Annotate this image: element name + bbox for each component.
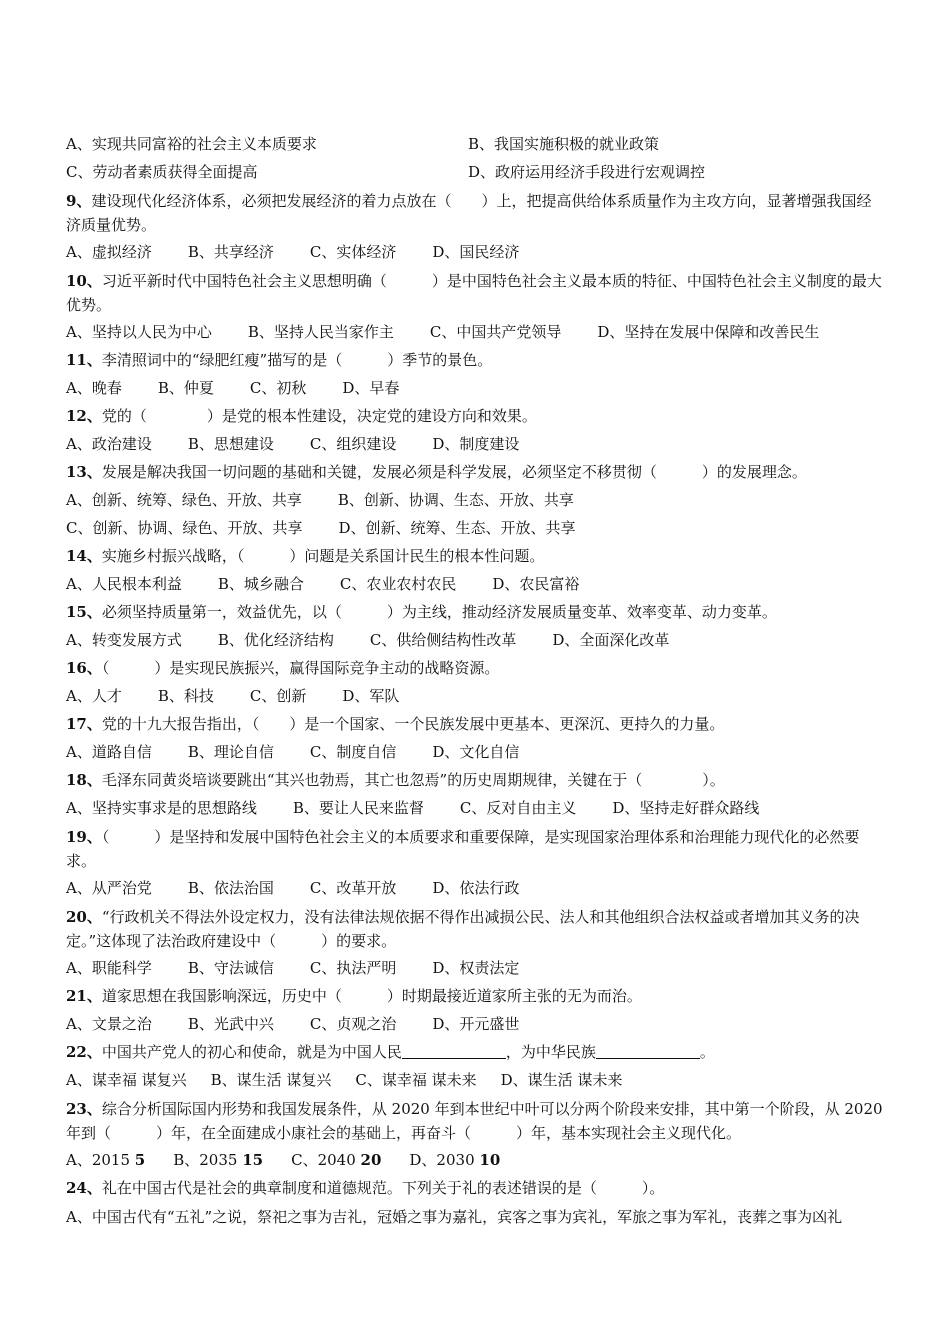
question-text: 发展是解决我国一切问题的基础和关键，发展必须是科学发展，必须坚定不移贯彻（ ）的发展理念。	[101, 463, 807, 481]
option-a-years: 5	[134, 1151, 146, 1169]
question-10-options	[66, 318, 886, 346]
option-b: B、优化经济结构	[217, 631, 334, 649]
question-number: 10、	[66, 272, 102, 290]
option-d	[409, 1146, 500, 1174]
option-a-year: A、2015	[66, 1151, 131, 1169]
option-b: B、理论自信	[187, 743, 274, 761]
option-b: B、坚持人民当家作主	[247, 323, 394, 341]
option-b: B、我国实施积极的就业政策	[468, 135, 660, 153]
option-a: A、虚拟经济	[66, 243, 152, 261]
q8-options-row-1	[66, 130, 886, 158]
question-17	[66, 710, 886, 738]
question-text: （ ）是坚持和发展中国特色社会主义的本质要求和重要保障，是实现国家治理体系和治理能力现代化的必然要求。	[66, 828, 860, 870]
question-11-options	[66, 374, 886, 402]
question-number: 15、	[66, 603, 102, 621]
option-a: A、创新、统筹、绿色、开放、共享	[66, 491, 302, 509]
question-24	[66, 1174, 886, 1202]
option-d: D、农民富裕	[492, 575, 580, 593]
option-a: A、人才	[66, 687, 122, 705]
question-9-options	[66, 238, 886, 266]
option-c: C、制度自信	[309, 743, 397, 761]
option-a: A、实现共同富裕的社会主义本质要求	[66, 135, 317, 153]
question-text-part-3: 。	[699, 1043, 715, 1061]
question-text: 礼在中国古代是社会的典章制度和道德规范。下列关于礼的表述错误的是（ ）。	[101, 1179, 665, 1197]
question-23	[66, 1097, 886, 1145]
option-b: B、仲夏	[157, 379, 214, 397]
option-a: A、职能科学	[66, 959, 152, 977]
question-14-options	[66, 570, 886, 598]
option-b: B、守法诚信	[187, 959, 274, 977]
question-16-options	[66, 682, 886, 710]
question-number: 23、	[66, 1100, 102, 1118]
question-number: 20、	[66, 908, 102, 926]
question-18-options	[66, 794, 886, 822]
option-d: D、权责法定	[432, 959, 520, 977]
option-a: A、从严治党	[66, 879, 152, 897]
option-c: C、创新、协调、绿色、开放、共享	[66, 519, 303, 537]
question-15	[66, 598, 886, 626]
option-c-year: C、2040	[291, 1151, 356, 1169]
option-a: A、转变发展方式	[66, 631, 182, 649]
option-c: C、创新	[249, 687, 307, 705]
question-number: 21、	[66, 987, 102, 1005]
question-13-options-row-1	[66, 486, 886, 514]
question-number: 22、	[66, 1043, 102, 1061]
question-13-options-row-2	[66, 514, 886, 542]
option-a: A、坚持以人民为中心	[66, 323, 212, 341]
option-d: D、政府运用经济手段进行宏观调控	[468, 163, 706, 181]
option-d: D、开元盛世	[432, 1015, 520, 1033]
option-c: C、贞观之治	[309, 1015, 397, 1033]
option-b-years: 15	[242, 1151, 264, 1169]
exam-document	[66, 130, 886, 1230]
question-number: 9、	[66, 192, 92, 210]
question-text: 实施乡村振兴战略，（ ）问题是关系国计民生的根本性问题。	[101, 547, 545, 565]
question-text: “行政机关不得法外设定权力，没有法律法规依据不得作出减损公民、法人和其他组织合法权益或者增加其义务的决定。”这体现了法治政府建设中（ ）的要求。	[66, 908, 860, 950]
question-number: 18、	[66, 771, 102, 789]
option-c: C、农业农村农民	[339, 575, 457, 593]
question-9	[66, 189, 886, 237]
question-15-options	[66, 626, 886, 654]
question-19	[66, 825, 886, 873]
option-d: D、制度建设	[432, 435, 520, 453]
option-b: B、共享经济	[187, 243, 274, 261]
question-text: 必须坚持质量第一，效益优先，以（ ）为主线，推动经济发展质量变革、效率变革、动力变革。	[101, 603, 777, 621]
question-number: 19、	[66, 828, 102, 846]
question-10	[66, 269, 886, 317]
question-number: 17、	[66, 715, 102, 733]
option-b: B、科技	[157, 687, 214, 705]
option-a: A、坚持实事求是的思想路线	[66, 799, 257, 817]
question-number: 24、	[66, 1179, 102, 1197]
question-21	[66, 982, 886, 1010]
question-number: 12、	[66, 407, 102, 425]
q8-options-row-2	[66, 158, 886, 186]
question-text: 习近平新时代中国特色社会主义思想明确（ ）是中国特色社会主义最本质的特征、中国特色社会主义制度的最大优势。	[66, 272, 882, 314]
answer-blank-2	[596, 1042, 700, 1059]
question-12-options	[66, 430, 886, 458]
question-24-option-a: A、中国古代有“五礼”之说，祭祀之事为吉礼，冠婚之事为嘉礼，宾客之事为宾礼，军旅之事为军礼，丧葬之事为凶礼	[66, 1208, 843, 1226]
question-22-options	[66, 1066, 886, 1094]
option-c: C、实体经济	[309, 243, 397, 261]
option-b-year: B、2035	[173, 1151, 238, 1169]
option-d-years: 10	[479, 1151, 501, 1169]
option-d: D、坚持在发展中保障和改善民生	[597, 323, 820, 341]
question-18	[66, 766, 886, 794]
question-text: 道家思想在我国影响深远，历史中（ ）时期最接近道家所主张的无为而治。	[101, 987, 642, 1005]
option-b: B、思想建设	[187, 435, 274, 453]
option-a: A、政治建设	[66, 435, 152, 453]
question-12	[66, 402, 886, 430]
option-d: D、文化自信	[432, 743, 520, 761]
option-d: D、国民经济	[432, 243, 520, 261]
option-d: D、坚持走好群众路线	[612, 799, 760, 817]
option-d: D、早春	[342, 379, 400, 397]
option-c: C、劳动者素质获得全面提高	[66, 163, 258, 181]
question-11	[66, 346, 886, 374]
option-c: C、中国共产党领导	[429, 323, 562, 341]
question-20	[66, 905, 886, 953]
question-number: 14、	[66, 547, 102, 565]
option-c: C、谋幸福 谋未来	[355, 1071, 477, 1089]
option-a: A、谋幸福 谋复兴	[66, 1071, 187, 1089]
option-b: B、城乡融合	[217, 575, 304, 593]
option-d-year: D、2030	[409, 1151, 475, 1169]
question-23-options	[66, 1146, 886, 1174]
option-b: B、依法治国	[187, 879, 274, 897]
question-number: 13、	[66, 463, 102, 481]
option-c: C、组织建设	[309, 435, 397, 453]
question-13	[66, 458, 886, 486]
option-c	[291, 1146, 381, 1174]
question-text: 李清照词中的“绿肥红瘦”描写的是（ ）季节的景色。	[101, 351, 493, 369]
answer-blank-1	[402, 1042, 506, 1059]
option-c: C、供给侧结构性改革	[369, 631, 517, 649]
option-c: C、反对自由主义	[459, 799, 577, 817]
question-text: 党的（ ）是党的根本性建设，决定党的建设方向和效果。	[101, 407, 537, 425]
question-text: 党的十九大报告指出，（ ）是一个国家、一个民族发展中更基本、更深沉、更持久的力量。	[101, 715, 725, 733]
question-16	[66, 654, 886, 682]
question-text: （ ）是实现民族振兴，赢得国际竞争主动的战略资源。	[101, 659, 500, 677]
option-b: B、谋生活 谋复兴	[210, 1071, 332, 1089]
option-c: C、初秋	[249, 379, 307, 397]
question-text: 建设现代化经济体系，必须把发展经济的着力点放在（ ）上，把提高供给体系质量作为主攻方向，显著增强我国经济质量优势。	[66, 192, 872, 234]
option-a	[66, 1146, 145, 1174]
option-b: B、创新、协调、生态、开放、共享	[337, 491, 574, 509]
question-number: 16、	[66, 659, 102, 677]
option-c: C、执法严明	[309, 959, 397, 977]
option-d: D、全面深化改革	[552, 631, 670, 649]
option-c: C、改革开放	[309, 879, 397, 897]
question-21-options	[66, 1010, 886, 1038]
option-a: A、文景之治	[66, 1015, 152, 1033]
question-text: 毛泽东同黄炎培谈要跳出“其兴也勃焉，其亡也忽焉”的历史周期规律，关键在于（ ）。	[101, 771, 725, 789]
question-22	[66, 1038, 886, 1066]
option-d: D、依法行政	[432, 879, 520, 897]
question-text-part-2: ，为中华民族	[505, 1043, 596, 1061]
option-d: D、军队	[342, 687, 400, 705]
question-20-options	[66, 954, 886, 982]
question-text: 综合分析国际国内形势和我国发展条件，从 2020 年到本世纪中叶可以分两个阶段来安排，其中第一个阶段，从 2020 年到（ ）年，在全面建成小康社会的基础上，再奋斗（ ）年，基本实现社会主义现代化。	[66, 1100, 883, 1142]
question-19-options	[66, 874, 886, 902]
option-a: A、人民根本利益	[66, 575, 182, 593]
option-b	[173, 1146, 263, 1174]
option-c-years: 20	[360, 1151, 382, 1169]
option-d: D、创新、统筹、生态、开放、共享	[338, 519, 576, 537]
option-b: B、要让人民来监督	[292, 799, 424, 817]
question-text-part-1: 中国共产党人的初心和使命，就是为中国人民	[101, 1043, 402, 1061]
option-b: B、光武中兴	[187, 1015, 274, 1033]
question-14	[66, 542, 886, 570]
question-17-options	[66, 738, 886, 766]
option-d: D、谋生活 谋未来	[500, 1071, 623, 1089]
option-a: A、道路自信	[66, 743, 152, 761]
question-number: 11、	[66, 351, 102, 369]
option-a: A、晚春	[66, 379, 122, 397]
